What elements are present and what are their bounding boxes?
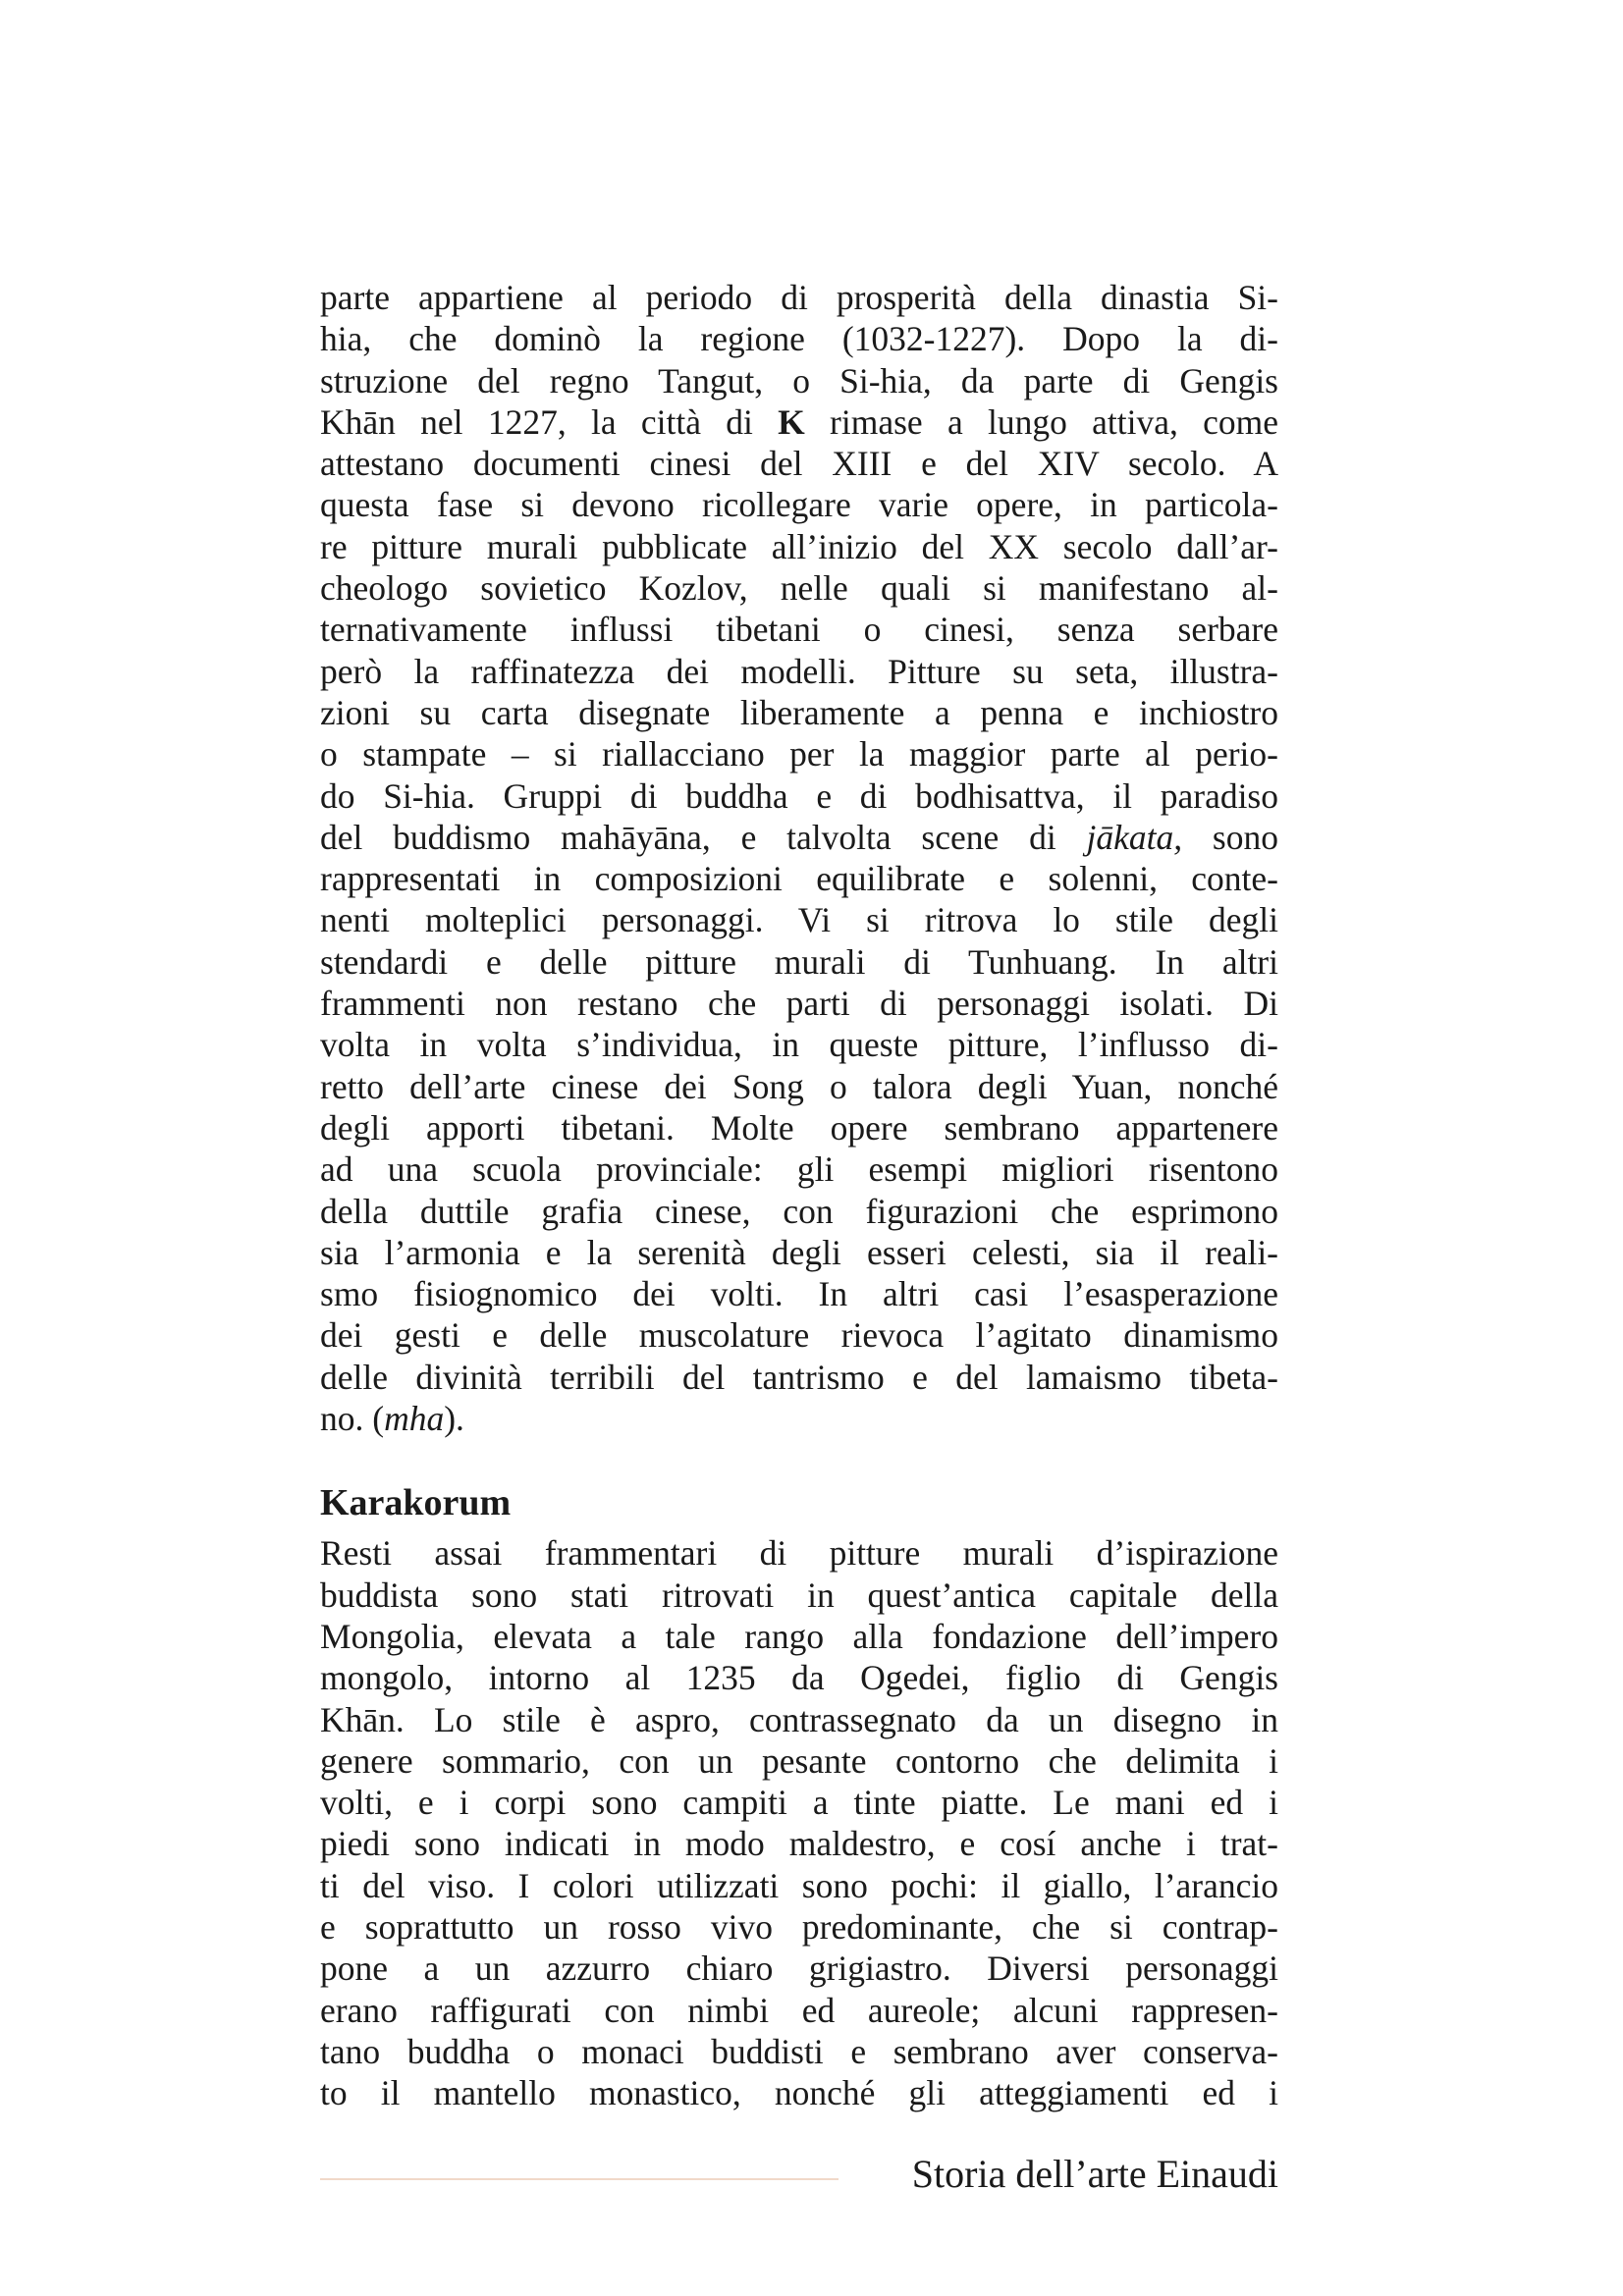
text-line bbox=[320, 817, 1278, 858]
author-initials: mha bbox=[384, 1399, 445, 1439]
text-line: do Si-hia. Gruppi di buddha e di bodhisattva, il paradiso bbox=[320, 775, 1278, 816]
text-line: delle divinità terribili del tantrismo e del lamaismo tibeta- bbox=[320, 1357, 1278, 1397]
text-line: ternativamente influssi tibetani o cinesi, senza serbare bbox=[320, 610, 1278, 650]
text-line bbox=[320, 401, 1278, 443]
text-line: Mongolia, elevata a tale rango alla fondazione dell’impero bbox=[320, 1616, 1278, 1656]
text-line: retto dell’arte cinese dei Song o talora degli Yuan, nonché bbox=[320, 1066, 1278, 1106]
text-line: tano buddha o monaci buddisti e sembrano aver conserva- bbox=[320, 2031, 1278, 2071]
text-line: ti del viso. I colori utilizzati sono pochi: il giallo, l’arancio bbox=[320, 1865, 1278, 1905]
text-line: frammenti non restano che parti di personaggi isolati. Di bbox=[320, 984, 1278, 1024]
page-text-column bbox=[320, 277, 1278, 2113]
text-line: cheologo sovietico Kozlov, nelle quali si manifestano al- bbox=[320, 568, 1278, 609]
text-line: o stampate – si riallacciano per la maggior parte al perio- bbox=[320, 734, 1278, 774]
text-run: Khān nel 1227, la città di bbox=[320, 401, 779, 442]
text-line: dei gesti e delle muscolature rievoca l’agitato dinamismo bbox=[320, 1315, 1278, 1356]
italic-term: jākata, bbox=[1086, 817, 1183, 857]
text-line: struzione del regno Tangut, o Si-hia, da parte di Gengis bbox=[320, 360, 1278, 400]
city-abbreviation: K bbox=[778, 401, 805, 442]
footer-rule bbox=[320, 2178, 839, 2180]
text-line: Resti assai frammentari di pitture murali d’ispirazione bbox=[320, 1533, 1278, 1574]
text-line: però la raffinatezza dei modelli. Pitture su seta, illustra- bbox=[320, 651, 1278, 691]
text-line bbox=[320, 1398, 1278, 1439]
text-line: piedi sono indicati in modo maldestro, e cosí anche i trat- bbox=[320, 1824, 1278, 1864]
page-footer bbox=[320, 2150, 1278, 2199]
text-line: re pitture murali pubblicate all’inizio del XX secolo dall’ar- bbox=[320, 526, 1278, 566]
text-line: erano raffigurati con nimbi ed aureole; alcuni rappresen- bbox=[320, 1990, 1278, 2030]
text-line: smo fisiognomico dei volti. In altri casi l’esasperazione bbox=[320, 1274, 1278, 1314]
text-line: mongolo, intorno al 1235 da Ogedei, figlio di Gengis bbox=[320, 1658, 1278, 1698]
text-line: attestano documenti cinesi del XIII e del XIV secolo. A bbox=[320, 444, 1278, 484]
text-line: degli apporti tibetani. Molte opere sembrano appartenere bbox=[320, 1107, 1278, 1148]
text-line: zioni su carta disegnate liberamente a penna e inchiostro bbox=[320, 692, 1278, 732]
paragraph-karakorum bbox=[320, 1532, 1278, 2113]
text-line: volti, e i corpi sono campiti a tinte piatte. Le mani ed i bbox=[320, 1783, 1278, 1823]
text-line: questa fase si devono ricollegare varie opere, in particola- bbox=[320, 485, 1278, 525]
section-heading-karakorum: Karakorum bbox=[320, 1482, 512, 1524]
text-line: hia, che dominò la regione (1032-1227). Dopo la di- bbox=[320, 319, 1278, 359]
text-line: stendardi e delle pitture murali di Tunhuang. In altri bbox=[320, 941, 1278, 982]
text-line: ad una scuola provinciale: gli esempi migliori risentono bbox=[320, 1149, 1278, 1190]
text-line: parte appartiene al periodo di prosperità della dinastia Si- bbox=[320, 278, 1278, 317]
text-line: to il mantello monastico, nonché gli atteggiamenti ed i bbox=[320, 2073, 1278, 2113]
text-line: volta in volta s’individua, in queste pitture, l’influsso di- bbox=[320, 1025, 1278, 1065]
text-run: del buddismo mahāyāna, e talvolta scene di bbox=[320, 817, 1087, 857]
text-line: Khān. Lo stile è aspro, contrassegnato da un disegno in bbox=[320, 1699, 1278, 1739]
text-line: sia l’armonia e la serenità degli esseri celesti, sia il reali- bbox=[320, 1232, 1278, 1272]
text-line: della duttile grafia cinese, con figurazioni che esprimono bbox=[320, 1191, 1278, 1231]
text-line: buddista sono stati ritrovati in quest’antica capitale della bbox=[320, 1575, 1278, 1615]
text-line: nenti molteplici personaggi. Vi si ritrova lo stile degli bbox=[320, 900, 1278, 940]
text-run: rimase a lungo attiva, come bbox=[804, 401, 1278, 442]
text-run: ). bbox=[444, 1399, 464, 1439]
text-line: genere sommario, con un pesante contorno che delimita i bbox=[320, 1740, 1278, 1781]
text-line: rappresentati in composizioni equilibrate e solenni, conte- bbox=[320, 859, 1278, 899]
text-run: no. ( bbox=[320, 1399, 385, 1439]
text-run: sono bbox=[1182, 817, 1278, 857]
text-line: pone a un azzurro chiaro grigiastro. Diversi personaggi bbox=[320, 1949, 1278, 1989]
text-line: e soprattutto un rosso vivo predominante, che si contrap- bbox=[320, 1906, 1278, 1947]
footer-book-title: Storia dell’arte Einaudi bbox=[911, 2152, 1278, 2196]
paragraph-dinastia-si-hia bbox=[320, 277, 1278, 1439]
